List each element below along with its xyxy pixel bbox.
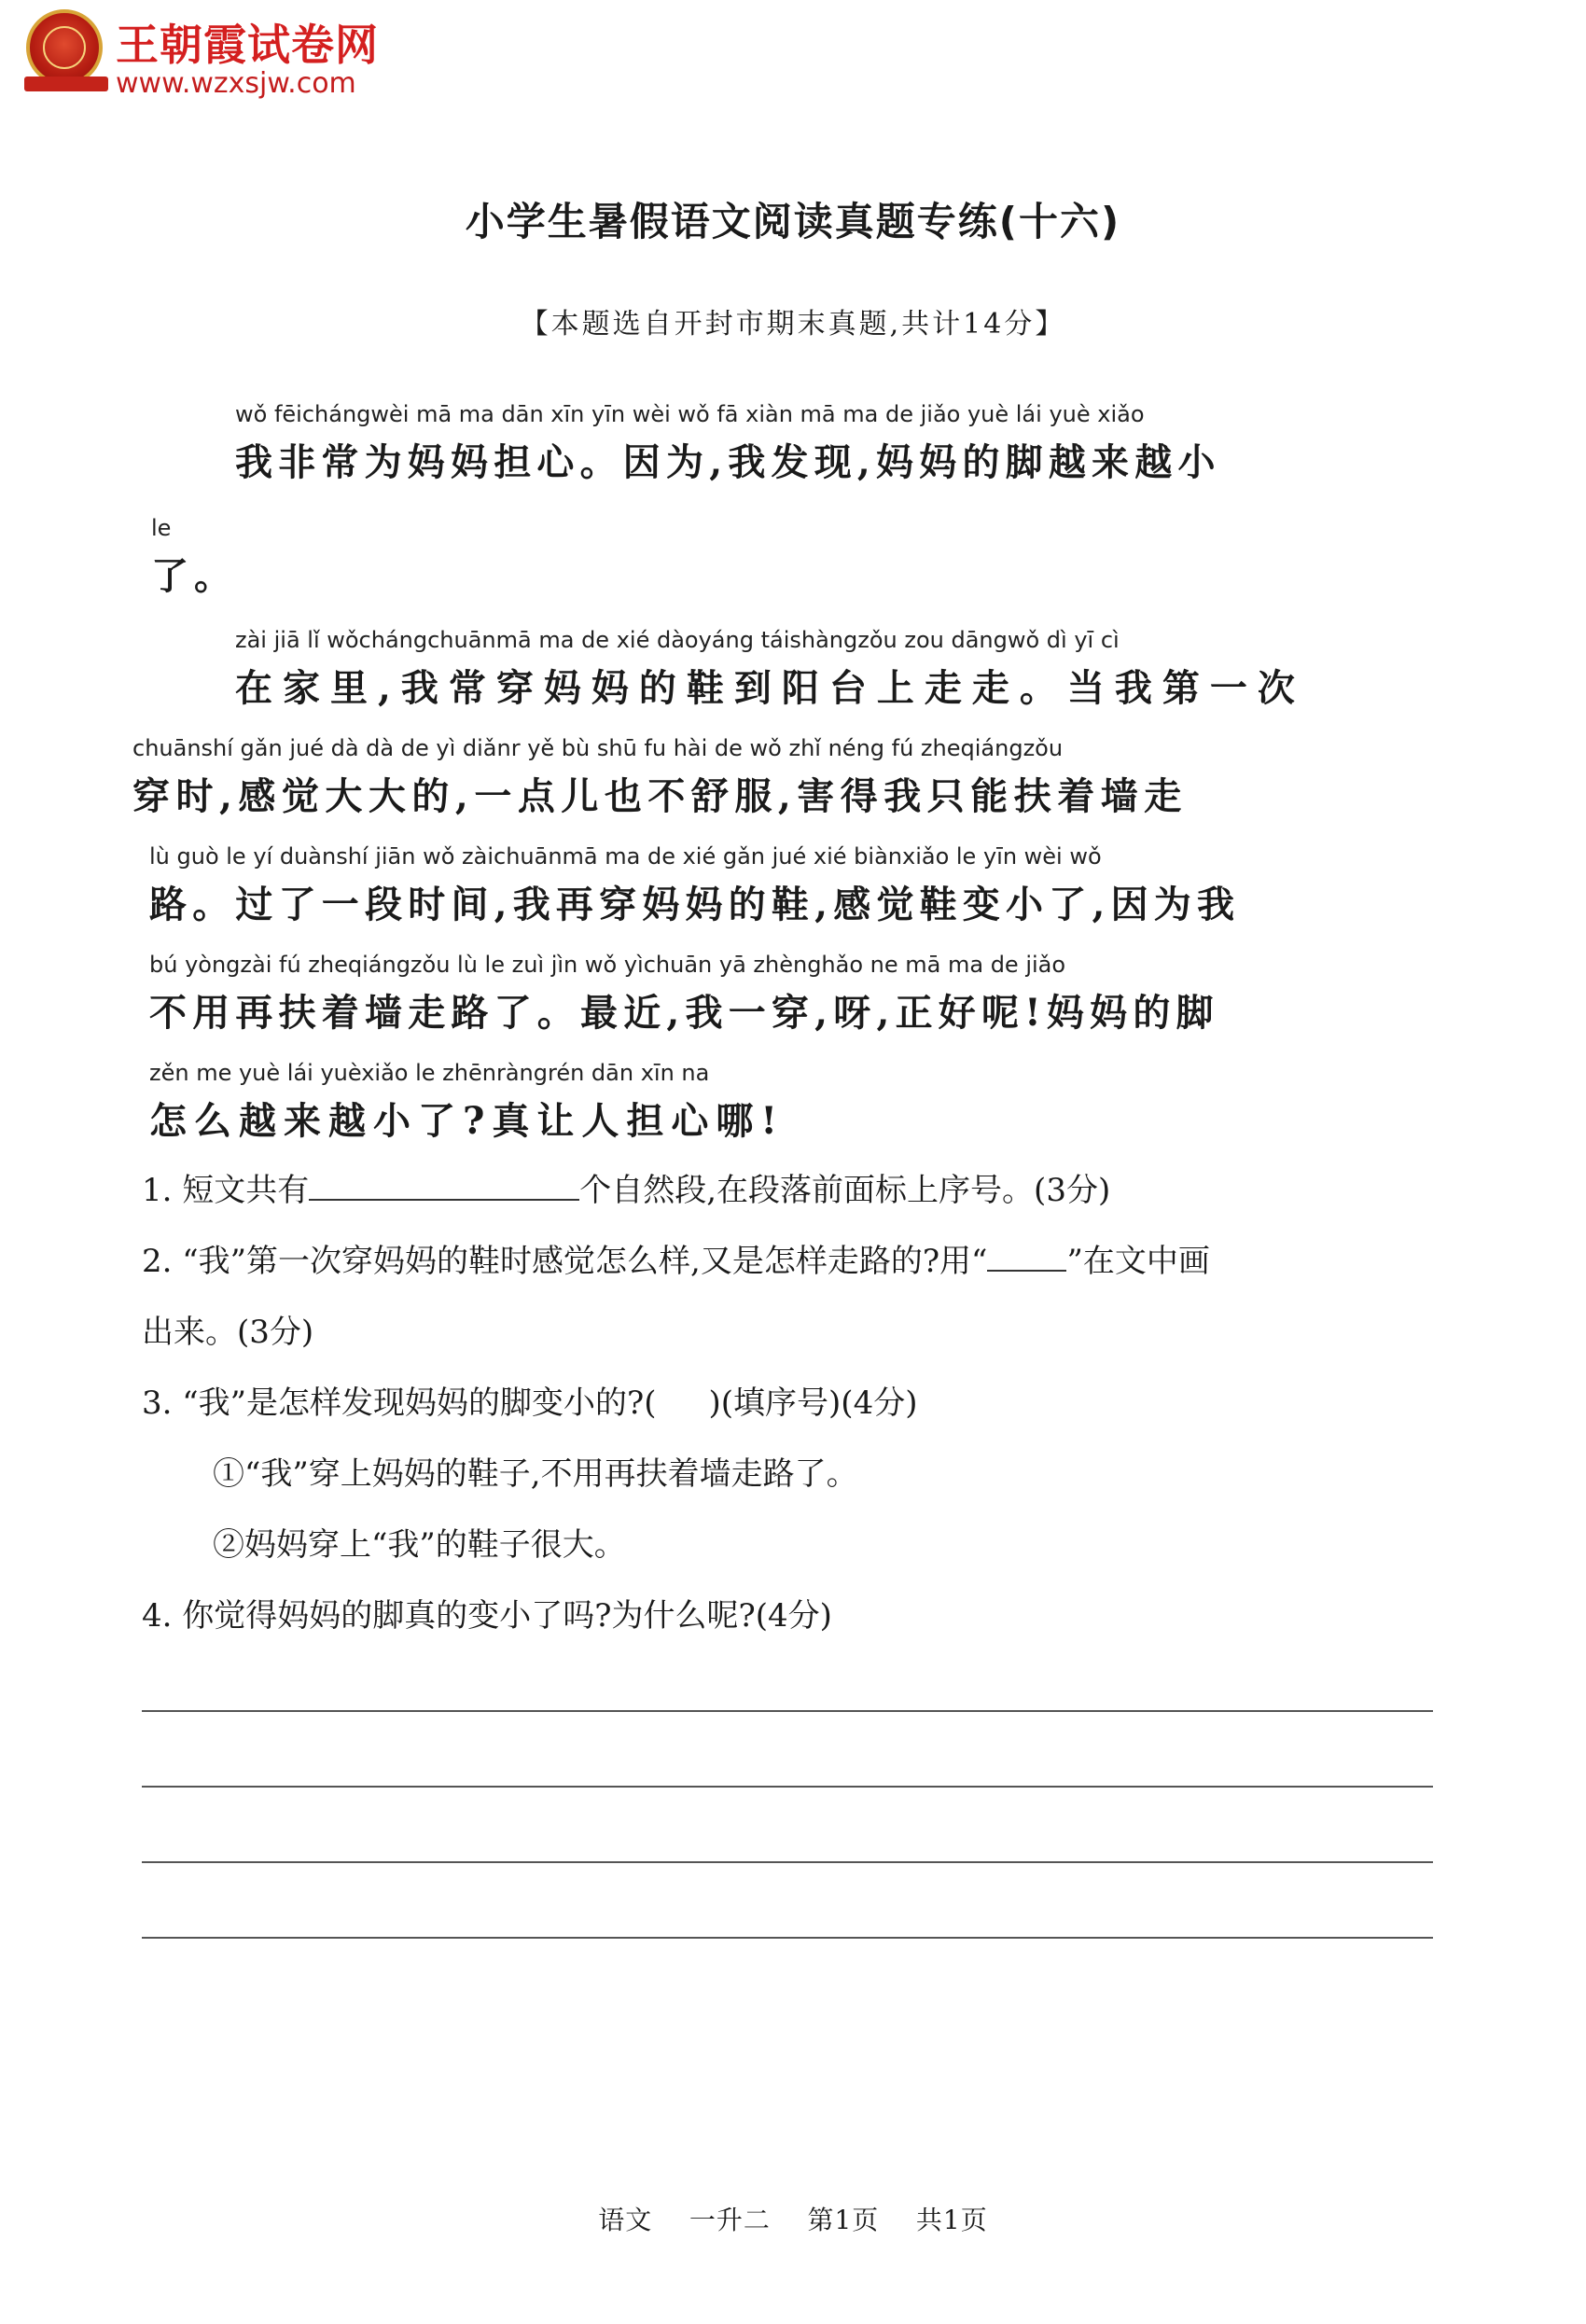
pinyin-row: wǒ fēichángwèi mā ma dān xīn yīn wèi wǒ fā xiàn mā ma de jiǎo yuè lái yuè xiǎo [235,401,1145,427]
hanzi-row: 穿时,感觉大大的,一点儿也不舒服,害得我只能扶着墙走 [132,774,1188,818]
question-3 [142,1377,917,1423]
hanzi-row: 怎么越来越小了?真让人担心哪! [149,1099,785,1143]
page-footer: 语文 一升二 第1页 共1页 [598,2205,988,2235]
page-subtitle: 【本题选自开封市期末真题,共计14分】 [520,308,1066,341]
answer-line[interactable] [142,1861,1433,1863]
answer-line[interactable] [142,1786,1433,1788]
question-3-suffix: )(填序号)(4分) [708,1385,918,1422]
pinyin-row: chuānshí gǎn jué dà dà de yì diǎnr yě bù shū fu hài de wǒ zhǐ néng fú zheqiángzǒu [132,735,1064,761]
question-2-prefix: 2. “我”第一次穿妈妈的鞋时感觉怎么样,又是怎样走路的?用“ [142,1243,988,1280]
question-1-suffix: 个自然段,在段落前面标上序号。(3分) [579,1172,1111,1209]
answer-line[interactable] [142,1710,1433,1712]
page-title: 小学生暑假语文阅读真题专练(十六) [465,199,1121,244]
hanzi-row: 在家里,我常穿妈妈的鞋到阳台上走走。当我第一次 [235,666,1305,710]
hanzi-row: 了。 [151,554,237,598]
pinyin-row: zěn me yuè lái yuèxiǎo le zhēnràngrén dān xīn na [149,1060,710,1086]
question-2 [142,1235,1210,1281]
question-1-prefix: 1. 短文共有 [142,1172,310,1209]
brand-url: www.wzxsjw.com [116,67,356,100]
question-3-option-1: ①“我”穿上妈妈的鞋子,不用再扶着墙走路了。 [213,1455,858,1493]
question-2-continued: 出来。(3分) [142,1314,314,1351]
pinyin-row: lù guò le yí duànshí jiān wǒ zàichuānmā ma de xié gǎn jué xié biànxiǎo le yīn wèi wǒ [149,843,1102,870]
hanzi-row: 路。过了一段时间,我再穿妈妈的鞋,感觉鞋变小了,因为我 [149,883,1241,926]
pinyin-row: bú yòngzài fú zheqiángzǒu lù le zuì jìn wǒ yìchuān yā zhènghǎo ne mā ma de jiǎo [149,952,1066,978]
hanzi-row: 我非常为妈妈担心。因为,我发现,妈妈的脚越来越小 [235,440,1221,484]
answer-line[interactable] [142,1937,1433,1939]
pinyin-row: le [151,515,172,541]
question-4: 4. 你觉得妈妈的脚真的变小了吗?为什么呢?(4分) [142,1597,832,1635]
question-3-option-2: ②妈妈穿上“我”的鞋子很大。 [213,1526,626,1564]
question-3-prefix: 3. “我”是怎样发现妈妈的脚变小的?( [142,1385,657,1422]
brand-name: 王朝霞试卷网 [116,20,379,70]
question-2-suffix: ”在文中画 [1066,1243,1210,1280]
question-1 [142,1164,1110,1210]
hanzi-row: 不用再扶着墙走路了。最近,我一穿,呀,正好呢!妈妈的脚 [149,991,1219,1035]
pinyin-row: zài jiā lǐ wǒchángchuānmā ma de xié dàoyáng táishàngzǒu zou dāngwǒ dì yī cì [235,627,1120,653]
q2-underline-sample [987,1240,1066,1272]
q1-answer-blank[interactable] [309,1169,579,1201]
